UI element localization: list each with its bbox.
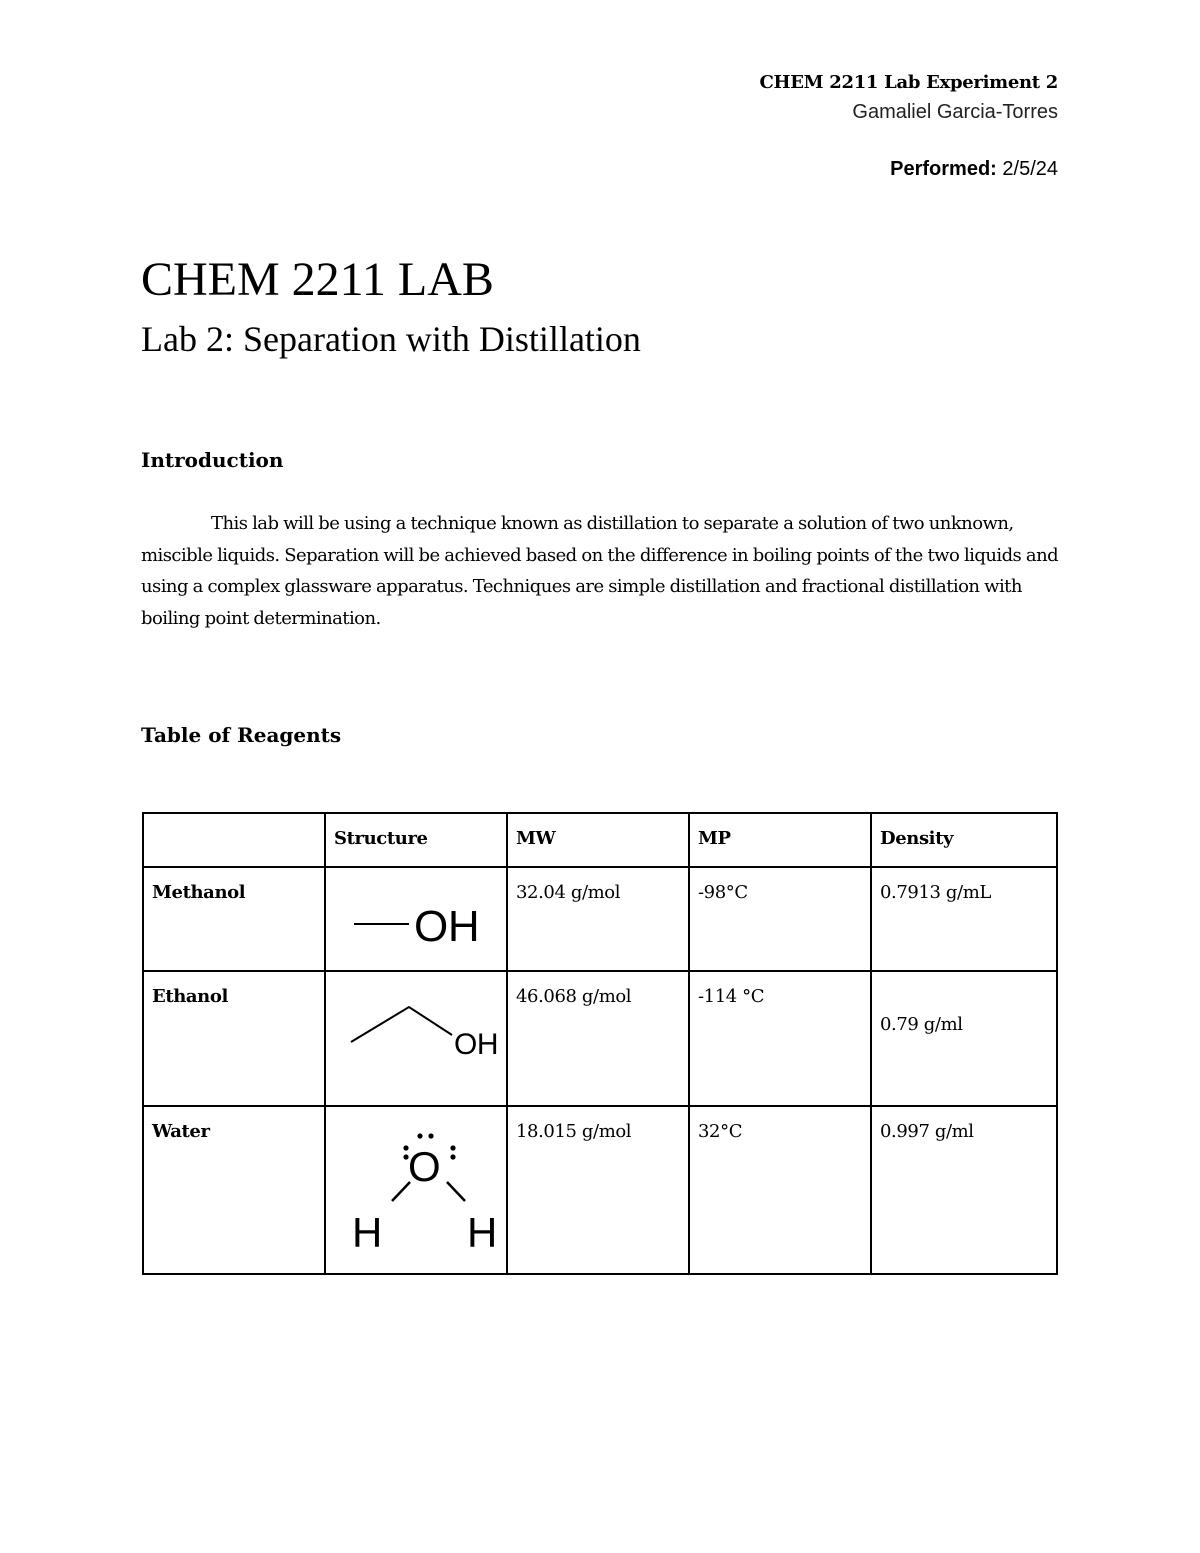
reagent-name: Methanol xyxy=(143,867,325,971)
lone-pair-dot xyxy=(450,1154,455,1159)
author-name: Gamaliel Garcia-Torres xyxy=(852,101,1058,123)
reagent-mp: -114 °C xyxy=(689,971,871,1106)
page-subtitle: Lab 2: Separation with Distillation xyxy=(141,319,641,359)
ethanol-structure-icon xyxy=(325,971,507,1106)
column-header-structure: Structure xyxy=(325,813,507,867)
methanol-structure-icon xyxy=(325,867,507,971)
ethanol-structure-svg xyxy=(334,986,514,1105)
methanol-oh-label: OH xyxy=(414,902,480,951)
column-header-mp: MP xyxy=(689,813,871,867)
hydrogen-label-right: H xyxy=(467,1209,497,1256)
reagent-mp: -98°C xyxy=(689,867,871,971)
water-lewis-structure-icon xyxy=(325,1106,507,1274)
introduction-heading: Introduction xyxy=(141,448,284,472)
introduction-paragraph: This lab will be using a technique known as distillation to separate a solution of two unknown, miscible liquids. Separation will be achieved based on the difference in boiling points of the two liquids and using a complex glassware apparatus. Techniques are simple distillation and fractional distillation with boiling point determination. xyxy=(141,513,1059,629)
reagent-density: 0.997 g/ml xyxy=(871,1106,1057,1274)
course-header: CHEM 2211 Lab Experiment 2 xyxy=(759,72,1058,93)
column-header-density: Density xyxy=(871,813,1057,867)
oxygen-label: O xyxy=(408,1143,441,1190)
reagents-heading: Table of Reagents xyxy=(141,723,342,747)
reagent-density: 0.79 g/ml xyxy=(880,1014,963,1035)
lone-pair-dot xyxy=(450,1145,455,1150)
performed-label: Performed: xyxy=(890,158,997,180)
hydrogen-label-left: H xyxy=(352,1209,382,1256)
reagent-mw: 18.015 g/mol xyxy=(507,1106,689,1274)
reagent-mw: 46.068 g/mol xyxy=(507,971,689,1106)
reagent-density-cell xyxy=(871,971,1057,1106)
table-header-row xyxy=(143,813,1057,867)
table-row xyxy=(143,971,1057,1106)
reagents-table xyxy=(142,812,1058,1275)
ethanol-oh-label: OH xyxy=(454,1028,499,1061)
lone-pair-dot xyxy=(428,1133,433,1138)
reagent-name: Ethanol xyxy=(143,971,325,1106)
reagent-name: Water xyxy=(143,1106,325,1274)
reagent-density: 0.7913 g/mL xyxy=(871,867,1057,971)
performed-date: 2/5/24 xyxy=(1002,158,1058,180)
reagent-mp: 32°C xyxy=(689,1106,871,1274)
lone-pair-dot xyxy=(417,1133,422,1138)
column-header-mw: MW xyxy=(507,813,689,867)
table-row xyxy=(143,867,1057,971)
methanol-structure-svg xyxy=(334,882,514,970)
table-row xyxy=(143,1106,1057,1274)
water-structure-svg xyxy=(334,1121,514,1273)
oh-bond-right xyxy=(447,1182,465,1201)
page-title: CHEM 2211 LAB xyxy=(141,253,494,306)
performed-date-line xyxy=(890,158,1058,181)
oh-bond-left xyxy=(392,1182,410,1201)
column-header-blank xyxy=(143,813,325,867)
reagent-mw: 32.04 g/mol xyxy=(507,867,689,971)
ethanol-bond-lines xyxy=(351,1007,452,1042)
